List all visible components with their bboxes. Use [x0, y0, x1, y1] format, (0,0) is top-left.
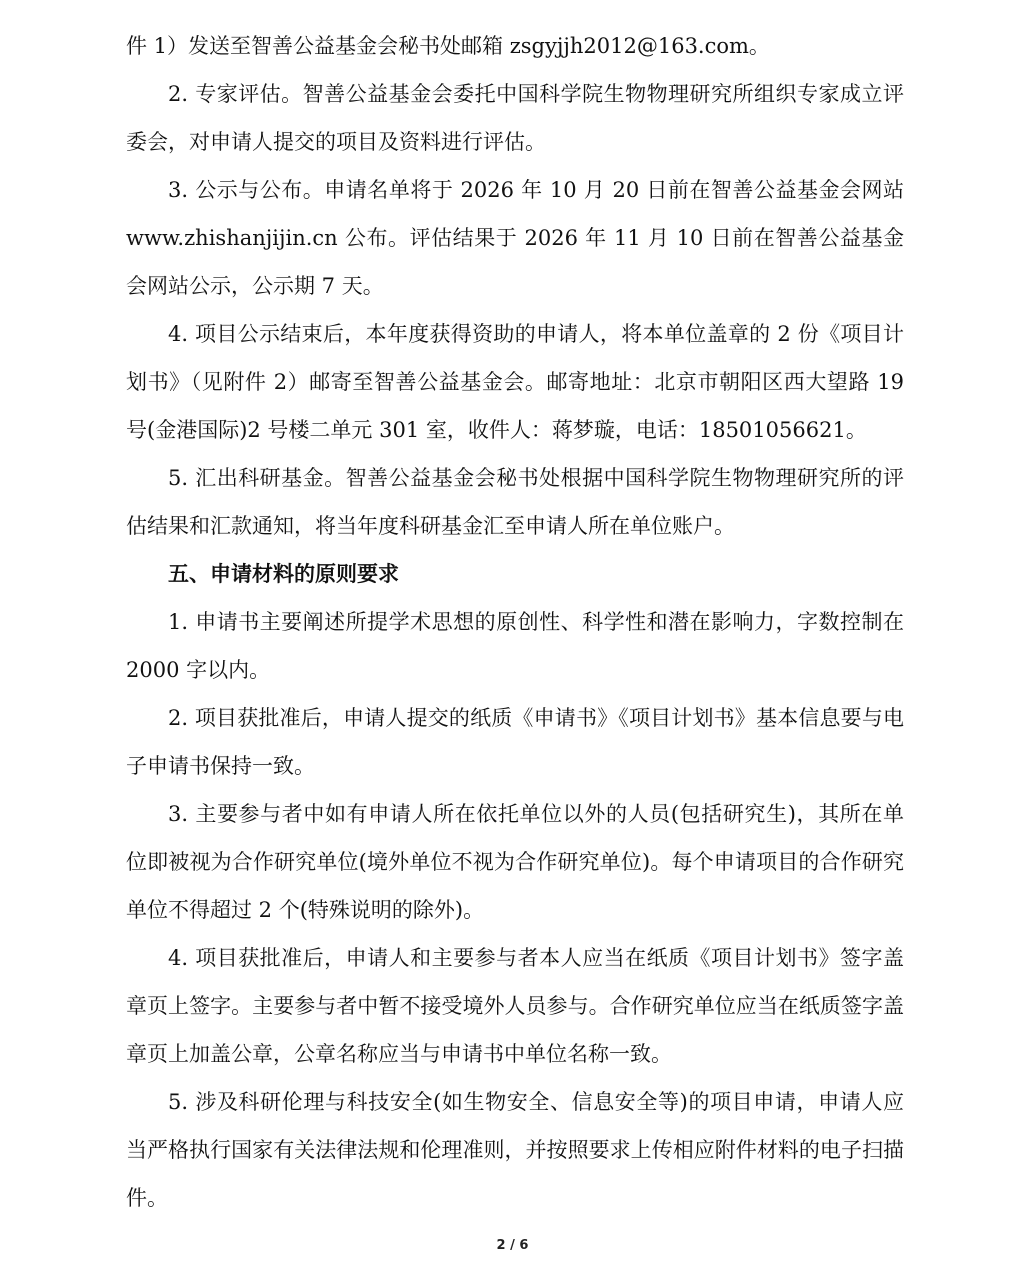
requirement-item: 3. 主要参与者中如有申请人所在依托单位以外的人员(包括研究生)，其所在单位即被视为合作研究单位(境外单位不视为合作研究单位)。每个申请项目的合作研究单位不得超过 2 个(特殊说明的除外)。	[126, 802, 904, 922]
paragraph-fund-transfer: 5. 汇出科研基金。智善公益基金会秘书处根据中国科学院生物物理研究所的评估结果和汇款通知，将当年度科研基金汇至申请人所在单位账户。	[126, 466, 904, 538]
document-body	[126, 22, 904, 1222]
paragraph-mailing: 4. 项目公示结束后，本年度获得资助的申请人，将本单位盖章的 2 份《项目计划书》（见附件 2）邮寄至智善公益基金会。邮寄地址：北京市朝阳区西大望路 19 号(金港国际)2 号楼二单元 301 室，收件人：蒋梦璇，电话：18501056621。	[126, 322, 904, 442]
paragraph-expert-evaluation: 2. 专家评估。智善公益基金会委托中国科学院生物物理研究所组织专家成立评委会，对申请人提交的项目及资料进行评估。	[126, 82, 904, 154]
paragraph-continuation: 件 1）发送至智善公益基金会秘书处邮箱 zsgyjjh2012@163.com。	[126, 34, 770, 58]
requirement-item: 5. 涉及科研伦理与科技安全(如生物安全、信息安全等)的项目申请，申请人应当严格执行国家有关法律法规和伦理准则，并按照要求上传相应附件材料的电子扫描件。	[126, 1090, 904, 1210]
paragraph-publication: 3. 公示与公布。申请名单将于 2026 年 10 月 20 日前在智善公益基金会网站 www.zhishanjijin.cn 公布。评估结果于 2026 年 11 月 10 日前在智善公益基金会网站公示，公示期 7 天。	[126, 178, 904, 298]
page-number: 2 / 6	[496, 1238, 529, 1253]
requirement-item: 1. 申请书主要阐述所提学术思想的原创性、科学性和潜在影响力，字数控制在 2000 字以内。	[126, 610, 904, 682]
section-heading: 五、申请材料的原则要求	[168, 562, 399, 586]
requirement-item: 2. 项目获批准后，申请人提交的纸质《申请书》《项目计划书》基本信息要与电子申请书保持一致。	[126, 706, 904, 778]
requirement-item: 4. 项目获批准后，申请人和主要参与者本人应当在纸质《项目计划书》签字盖章页上签字。主要参与者中暂不接受境外人员参与。合作研究单位应当在纸质签字盖章页上加盖公章，公章名称应当与申请书中单位名称一致。	[126, 946, 904, 1066]
